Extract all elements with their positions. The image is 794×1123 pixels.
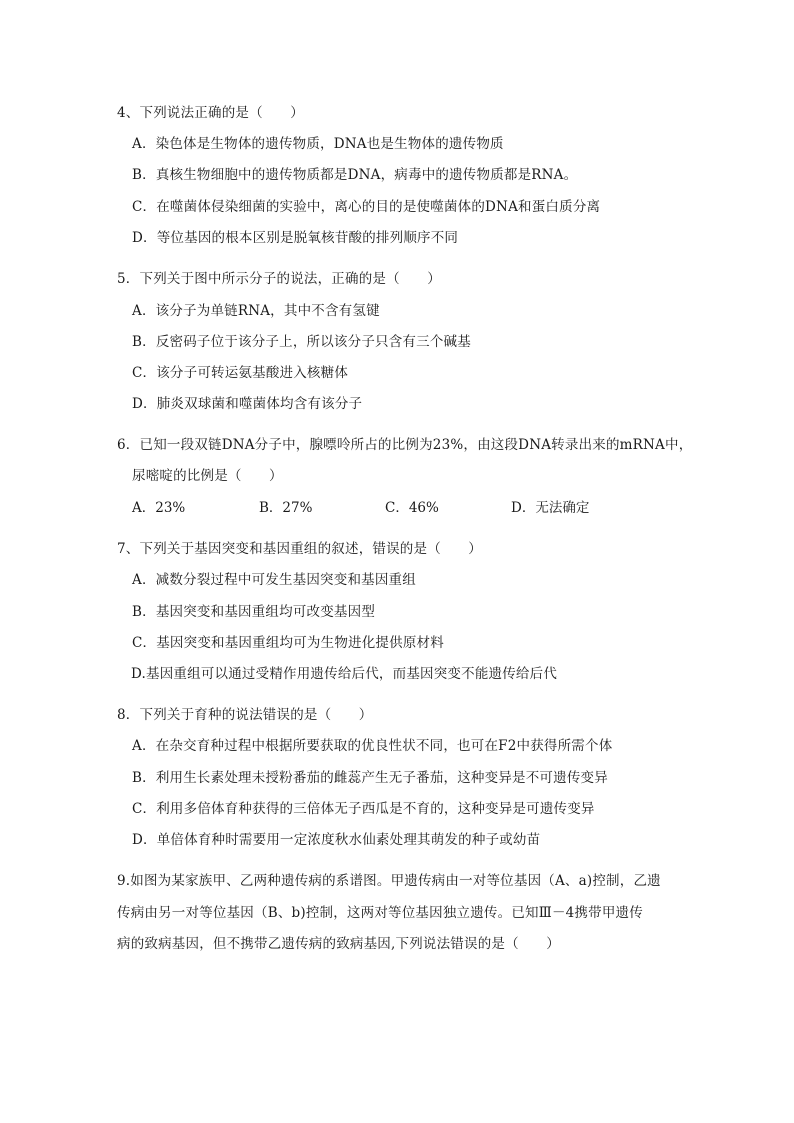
- question-4-option-b: B．真核生物细胞中的遗传物质都是DNA，病毒中的遗传物质都是RNA。: [132, 167, 578, 183]
- question-8-option-a: A．在杂交育种过程中根据所要获取的优良性状不同，也可在F2中获得所需个体: [132, 738, 613, 754]
- question-4-stem: 4、下列说法正确的是（ ）: [117, 105, 304, 121]
- question-7-option-b: B．基因突变和基因重组均可改变基因型: [132, 604, 376, 620]
- question-6-option-a: A．23%: [132, 500, 186, 516]
- question-7-option-c: C．基因突变和基因重组均可为生物进化提供原材料: [132, 635, 444, 651]
- question-7-option-d: D.基因重组可以通过受精作用遗传给后代，而基因突变不能遗传给后代: [131, 666, 558, 682]
- question-6-stem-continued: 尿嘧啶的比例是（ ）: [132, 468, 283, 484]
- question-6-option-c: C．46%: [385, 500, 439, 516]
- question-6-stem: 6．已知一段双链DNA分子中，腺嘌呤所占的比例为23%，由这段DNA转录出来的mRNA中，: [117, 437, 693, 453]
- question-5-option-c: C．该分子可转运氨基酸进入核糖体: [132, 365, 349, 381]
- question-9-stem-continued: 传病由另一对等位基因（B、b)控制，这两对等位基因独立遗传。已知Ⅲ－4携带甲遗传: [117, 905, 643, 921]
- question-5-option-d: D．肺炎双球菌和噬菌体均含有该分子: [132, 396, 363, 412]
- question-8-stem: 8．下列关于育种的说法错误的是（ ）: [117, 707, 373, 723]
- question-6-option-d: D．无法确定: [511, 500, 590, 516]
- question-6-options-row: [0, 499, 794, 517]
- question-5-option-a: A．该分子为单链RNA，其中不含有氢键: [132, 303, 380, 319]
- question-8-option-b: B．利用生长素处理未授粉番茄的雌蕊产生无子番茄，这种变异是不可遗传变异: [132, 770, 608, 786]
- question-4-option-d: D．等位基因的根本区别是脱氧核苷酸的排列顺序不同: [132, 230, 459, 246]
- question-5-stem: 5．下列关于图中所示分子的说法，正确的是（ ）: [117, 271, 441, 287]
- question-8-option-c: C．利用多倍体育种获得的三倍体无子西瓜是不育的，这种变异是可遗传变异: [132, 801, 595, 817]
- question-9-stem: 9.如图为某家族甲、乙两种遗传病的系谱图。甲遗传病由一对等位基因（A、a)控制，乙遗: [117, 873, 661, 889]
- question-4-option-a: A．染色体是生物体的遗传物质，DNA也是生物体的遗传物质: [132, 136, 504, 152]
- question-5-option-b: B．反密码子位于该分子上，所以该分子只含有三个碱基: [132, 334, 471, 350]
- question-4-option-c: C．在噬菌体侵染细菌的实验中，离心的目的是使噬菌体的DNA和蛋白质分离: [132, 199, 601, 215]
- question-9-stem-continued-2: 病的致病基因，但不携带乙遗传病的致病基因,下列说法错误的是（ ）: [117, 936, 560, 952]
- question-8-option-d: D．单倍体育种时需要用一定浓度秋水仙素处理其萌发的种子或幼苗: [132, 832, 541, 848]
- question-7-stem: 7、下列关于基因突变和基因重组的叙述，错误的是（ ）: [117, 541, 482, 557]
- question-6-option-b: B．27%: [259, 500, 313, 516]
- question-7-option-a: A．减数分裂过程中可发生基因突变和基因重组: [132, 572, 416, 588]
